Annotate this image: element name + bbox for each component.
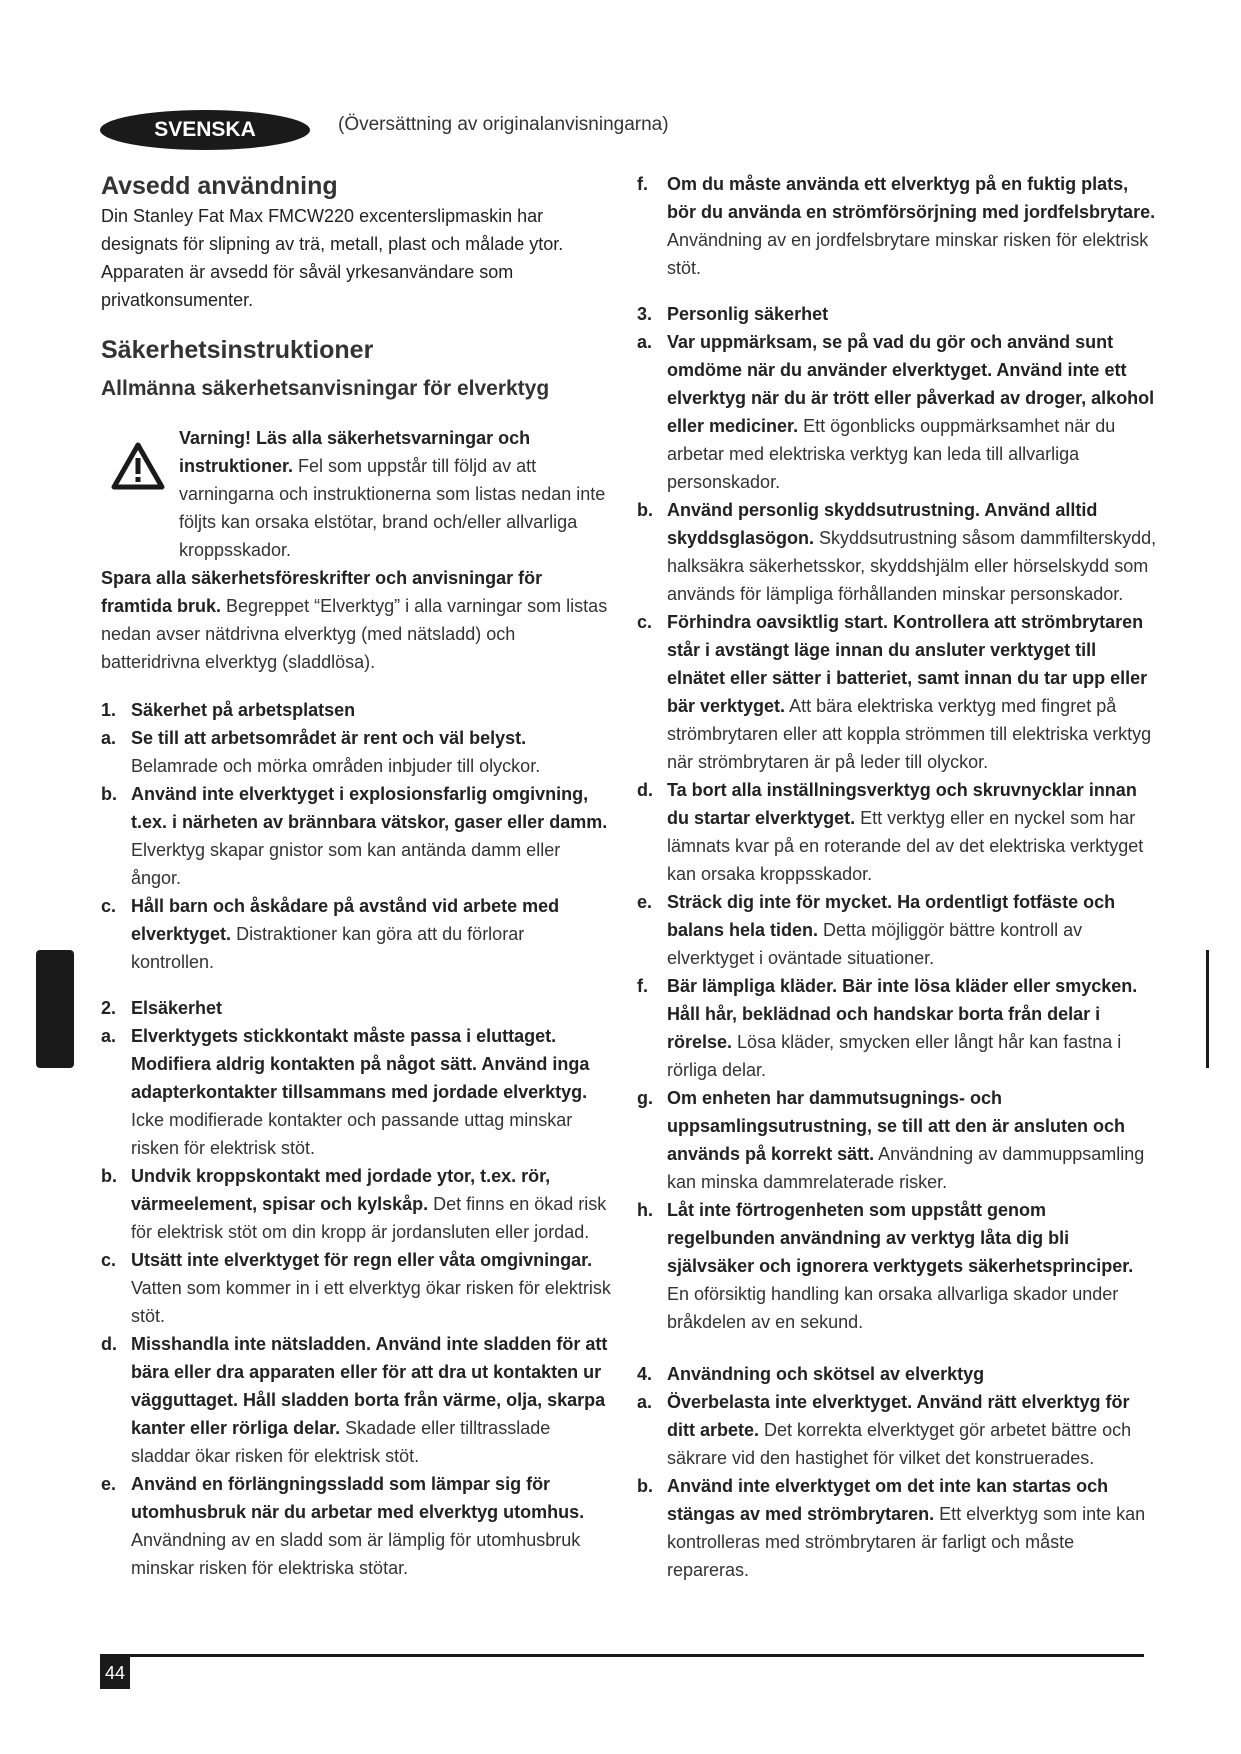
item-bold: Utsätt inte elverktyget för regn eller våta omgivningar. <box>131 1250 593 1270</box>
item-text: Detta möjliggör bättre kontroll av elverktyget i oväntade situationer. <box>667 920 1083 968</box>
page-number: 44 <box>100 1657 130 1689</box>
item-bold: Använd personlig skyddsutrustning. Använd alltid skyddsglasögon. <box>667 500 1098 548</box>
item-label: h. <box>637 1200 653 1220</box>
item-text: Det korrekta elverktyget gör arbetet bättre och säkrare vid den hastighet för vilket det konstruerades. <box>667 1420 1132 1468</box>
list-item <box>637 1472 1157 1584</box>
section-title: Personlig säkerhet <box>667 304 829 324</box>
section-number: 3. <box>637 304 653 324</box>
item-bold: Förhindra oavsiktlig start. Kontrollera att strömbrytaren står i avstängt läge innan du ansluter verktyget till elnätet eller sätter i batteriet, samt innan du tar upp eller bär verktyget. <box>667 612 1148 716</box>
item-text: Användning av dammuppsamling kan minska dammrelaterade risker. <box>667 1144 1145 1192</box>
warning-text: Fel som uppstår till följd av att varningarna och instruktionerna som listas nedan inte följts kan orsaka elstötar, brand och/eller allvarliga kroppsskador. <box>179 456 606 560</box>
list-item <box>101 1246 611 1330</box>
list-item <box>637 776 1157 888</box>
warning-triangle-icon <box>111 442 165 490</box>
item-text: Ett verktyg eller en nyckel som har lämnats kvar på en roterande del av det elektriska verktyget kan orsaka kroppsskador. <box>667 808 1144 884</box>
item-text: Distraktioner kan göra att du förlorar kontrollen. <box>131 924 525 972</box>
section-title: Användning och skötsel av elverktyg <box>667 1364 985 1384</box>
section-2-title <box>101 994 611 1022</box>
left-column <box>101 170 611 1582</box>
item-text: Det finns en ökad risk för elektrisk stöt om din kropp är jordansluten eller jordad. <box>131 1194 607 1242</box>
list-item <box>637 972 1157 1084</box>
item-bold: Undvik kroppskontakt med jordade ytor, t.ex. rör, värmeelement, spisar och kylskåp. <box>131 1166 551 1214</box>
list-item <box>637 608 1157 776</box>
item-label: e. <box>637 892 653 912</box>
item-bold: Håll barn och åskådare på avstånd vid arbete med elverktyget. <box>131 896 560 944</box>
list-item <box>637 1388 1157 1472</box>
section-number: 1. <box>101 700 117 720</box>
item-text: Användning av en jordfelsbrytare minskar risken för elektrisk stöt. <box>667 230 1149 278</box>
list-item <box>101 892 611 976</box>
item-text: Skyddsutrustning såsom dammfilterskydd, halksäkra säkerhetsskor, skyddshjälm eller hörselskydd som används för lämpliga förhållanden minskar personskador. <box>667 528 1157 604</box>
item-bold: Bär lämpliga kläder. Bär inte lösa kläder eller smycken. Håll hår, beklädnad och handskar borta från delar i rörelse. <box>667 976 1138 1052</box>
warning-bold: Varning! Läs alla säkerhetsvarningar och instruktioner. <box>179 428 531 476</box>
item-text: Att bära elektriska verktyg med fingret på strömbrytaren eller att koppla strömmen till elektriska verktyg när strömbrytaren är på leder till olyckor. <box>667 696 1152 772</box>
section-3-title <box>637 300 1157 328</box>
item-label: f. <box>637 976 648 996</box>
item-text: Belamrade och mörka områden inbjuder till olyckor. <box>131 756 541 776</box>
item-text: Användning av en sladd som är lämplig för utomhusbruk minskar risken för elektriska stötar. <box>131 1530 581 1578</box>
item-bold: Sträck dig inte för mycket. Ha ordentligt fotfäste och balans hela tiden. <box>667 892 1116 940</box>
item-label: b. <box>101 1166 117 1186</box>
intended-use-heading: Avsedd användning <box>101 172 338 200</box>
section-1-title <box>101 696 611 724</box>
item-bold: Misshandla inte nätsladden. Använd inte sladden för att bära eller dra apparaten eller för att dra ut kontakten ur vägguttaget. Håll sladden borta från värme, olja, skarpa kanter eller rörliga delar. <box>131 1334 608 1438</box>
side-tab-marker <box>36 950 74 1068</box>
safety-heading: Säkerhetsinstruktioner <box>101 336 374 364</box>
list-item <box>101 1330 611 1470</box>
translation-note: (Översättning av originalanvisningarna) <box>338 114 669 135</box>
item-label: b. <box>637 500 653 520</box>
item-bold: Överbelasta inte elverktyget. Använd rätt elverktyg för ditt arbete. <box>667 1392 1130 1440</box>
list-item <box>101 1162 611 1246</box>
item-text: Elverktyg skapar gnistor som kan antända damm eller ångor. <box>131 840 561 888</box>
item-bold: Använd inte elverktyget om det inte kan startas och stängas av med strömbrytaren. <box>667 1476 1109 1524</box>
list-item <box>101 1022 611 1162</box>
item-text: Ett ögonblicks ouppmärksamhet när du arbetar med elektriska verktyg kan leda till allvarliga personskador. <box>667 416 1116 492</box>
warning-block <box>101 424 611 564</box>
item-label: a. <box>101 728 117 748</box>
list-item <box>637 1084 1157 1196</box>
item-bold: Ta bort alla inställningsverktyg och skruvnycklar innan du startar elverktyget. <box>667 780 1137 828</box>
list-item <box>637 888 1157 972</box>
item-label: g. <box>637 1088 653 1108</box>
right-column <box>637 170 1157 1584</box>
section-title: Elsäkerhet <box>131 998 223 1018</box>
item-label: c. <box>101 1250 117 1270</box>
item-label: a. <box>101 1026 117 1046</box>
general-safety-heading: Allmänna säkerhetsanvisningar för elverktyg <box>101 377 550 400</box>
item-label: d. <box>637 780 653 800</box>
list-item <box>637 170 1157 282</box>
intended-use-text: Din Stanley Fat Max FMCW220 excenterslipmaskin har designats för slipning av trä, metall, plast och målade ytor. Apparaten är avsedd för såväl yrkesanvändare som privatkonsumenter. <box>101 206 564 310</box>
item-label: f. <box>637 174 648 194</box>
item-bold: Använd inte elverktyget i explosionsfarlig omgivning, t.ex. i närheten av brännbara vätskor, gaser eller damm. <box>131 784 608 832</box>
item-label: b. <box>101 784 117 804</box>
item-text: Ett elverktyg som inte kan kontrolleras med strömbrytaren är farligt och måste repareras. <box>667 1504 1146 1580</box>
item-text: Icke modifierade kontakter och passande uttag minskar risken för elektrisk stöt. <box>131 1110 573 1158</box>
item-label: a. <box>637 332 653 352</box>
item-text: Lösa kläder, smycken eller långt hår kan fastna i rörliga delar. <box>667 1032 1122 1080</box>
item-text: Vatten som kommer in i ett elverktyg ökar risken för elektrisk stöt. <box>131 1278 611 1326</box>
save-bold: Spara alla säkerhetsföreskrifter och anvisningar för framtida bruk. <box>101 568 543 616</box>
list-item <box>637 1196 1157 1336</box>
item-text: En oförsiktig handling kan orsaka allvarliga skador under bråkdelen av en sekund. <box>667 1284 1119 1332</box>
item-bold: Om du måste använda ett elverktyg på en fuktig plats, bör du använda en strömförsörjning med jordfelsbrytare. <box>667 174 1156 222</box>
list-item <box>101 780 611 892</box>
item-bold: Använd en förlängningssladd som lämpar sig för utomhusbruk när du arbetar med elverktyg utomhus. <box>131 1474 585 1522</box>
section-number: 2. <box>101 998 117 1018</box>
item-label: b. <box>637 1476 653 1496</box>
list-item <box>637 496 1157 608</box>
side-rule <box>1206 950 1209 1068</box>
list-item <box>637 328 1157 496</box>
item-label: c. <box>101 896 117 916</box>
section-number: 4. <box>637 1364 653 1384</box>
item-label: c. <box>637 612 653 632</box>
item-text: Skadade eller tilltrasslade sladdar ökar risken för elektrisk stöt. <box>131 1418 551 1466</box>
list-item <box>101 724 611 780</box>
save-text: Begreppet “Elverktyg” i alla varningar som listas nedan avser nätdrivna elverktyg (med nätsladd) och batteridrivna elverktyg (sladdlösa). <box>101 596 608 672</box>
section-title: Säkerhet på arbetsplatsen <box>131 700 356 720</box>
item-bold: Låt inte förtrogenheten som uppstått genom regelbunden användning av verktyg låta dig bli självsäker och ignorera verktygets säkerhetsprinciper. <box>667 1200 1134 1276</box>
item-bold: Var uppmärksam, se på vad du gör och använd sunt omdöme när du använder elverktyget. Använd inte ett elverktyg när du är trött eller påverkad av droger, alkohol eller mediciner. <box>667 332 1155 436</box>
list-item <box>101 1470 611 1582</box>
item-label: d. <box>101 1334 117 1354</box>
section-4-title <box>637 1360 1157 1388</box>
item-bold: Om enheten har dammutsugnings- och uppsamlingsutrustning, se till att den är ansluten och används på korrekt sätt. <box>667 1088 1126 1164</box>
item-bold: Se till att arbetsområdet är rent och väl belyst. <box>131 728 527 748</box>
language-badge: SVENSKA <box>100 110 310 150</box>
item-label: e. <box>101 1474 117 1494</box>
item-bold: Elverktygets stickkontakt måste passa i eluttaget. Modifiera aldrig kontakten på något sätt. Använd inga adapterkontakter tillsammans med jordade elverktyg. <box>131 1026 590 1102</box>
footer-divider <box>100 1654 1144 1657</box>
save-instructions <box>101 564 611 676</box>
item-label: a. <box>637 1392 653 1412</box>
